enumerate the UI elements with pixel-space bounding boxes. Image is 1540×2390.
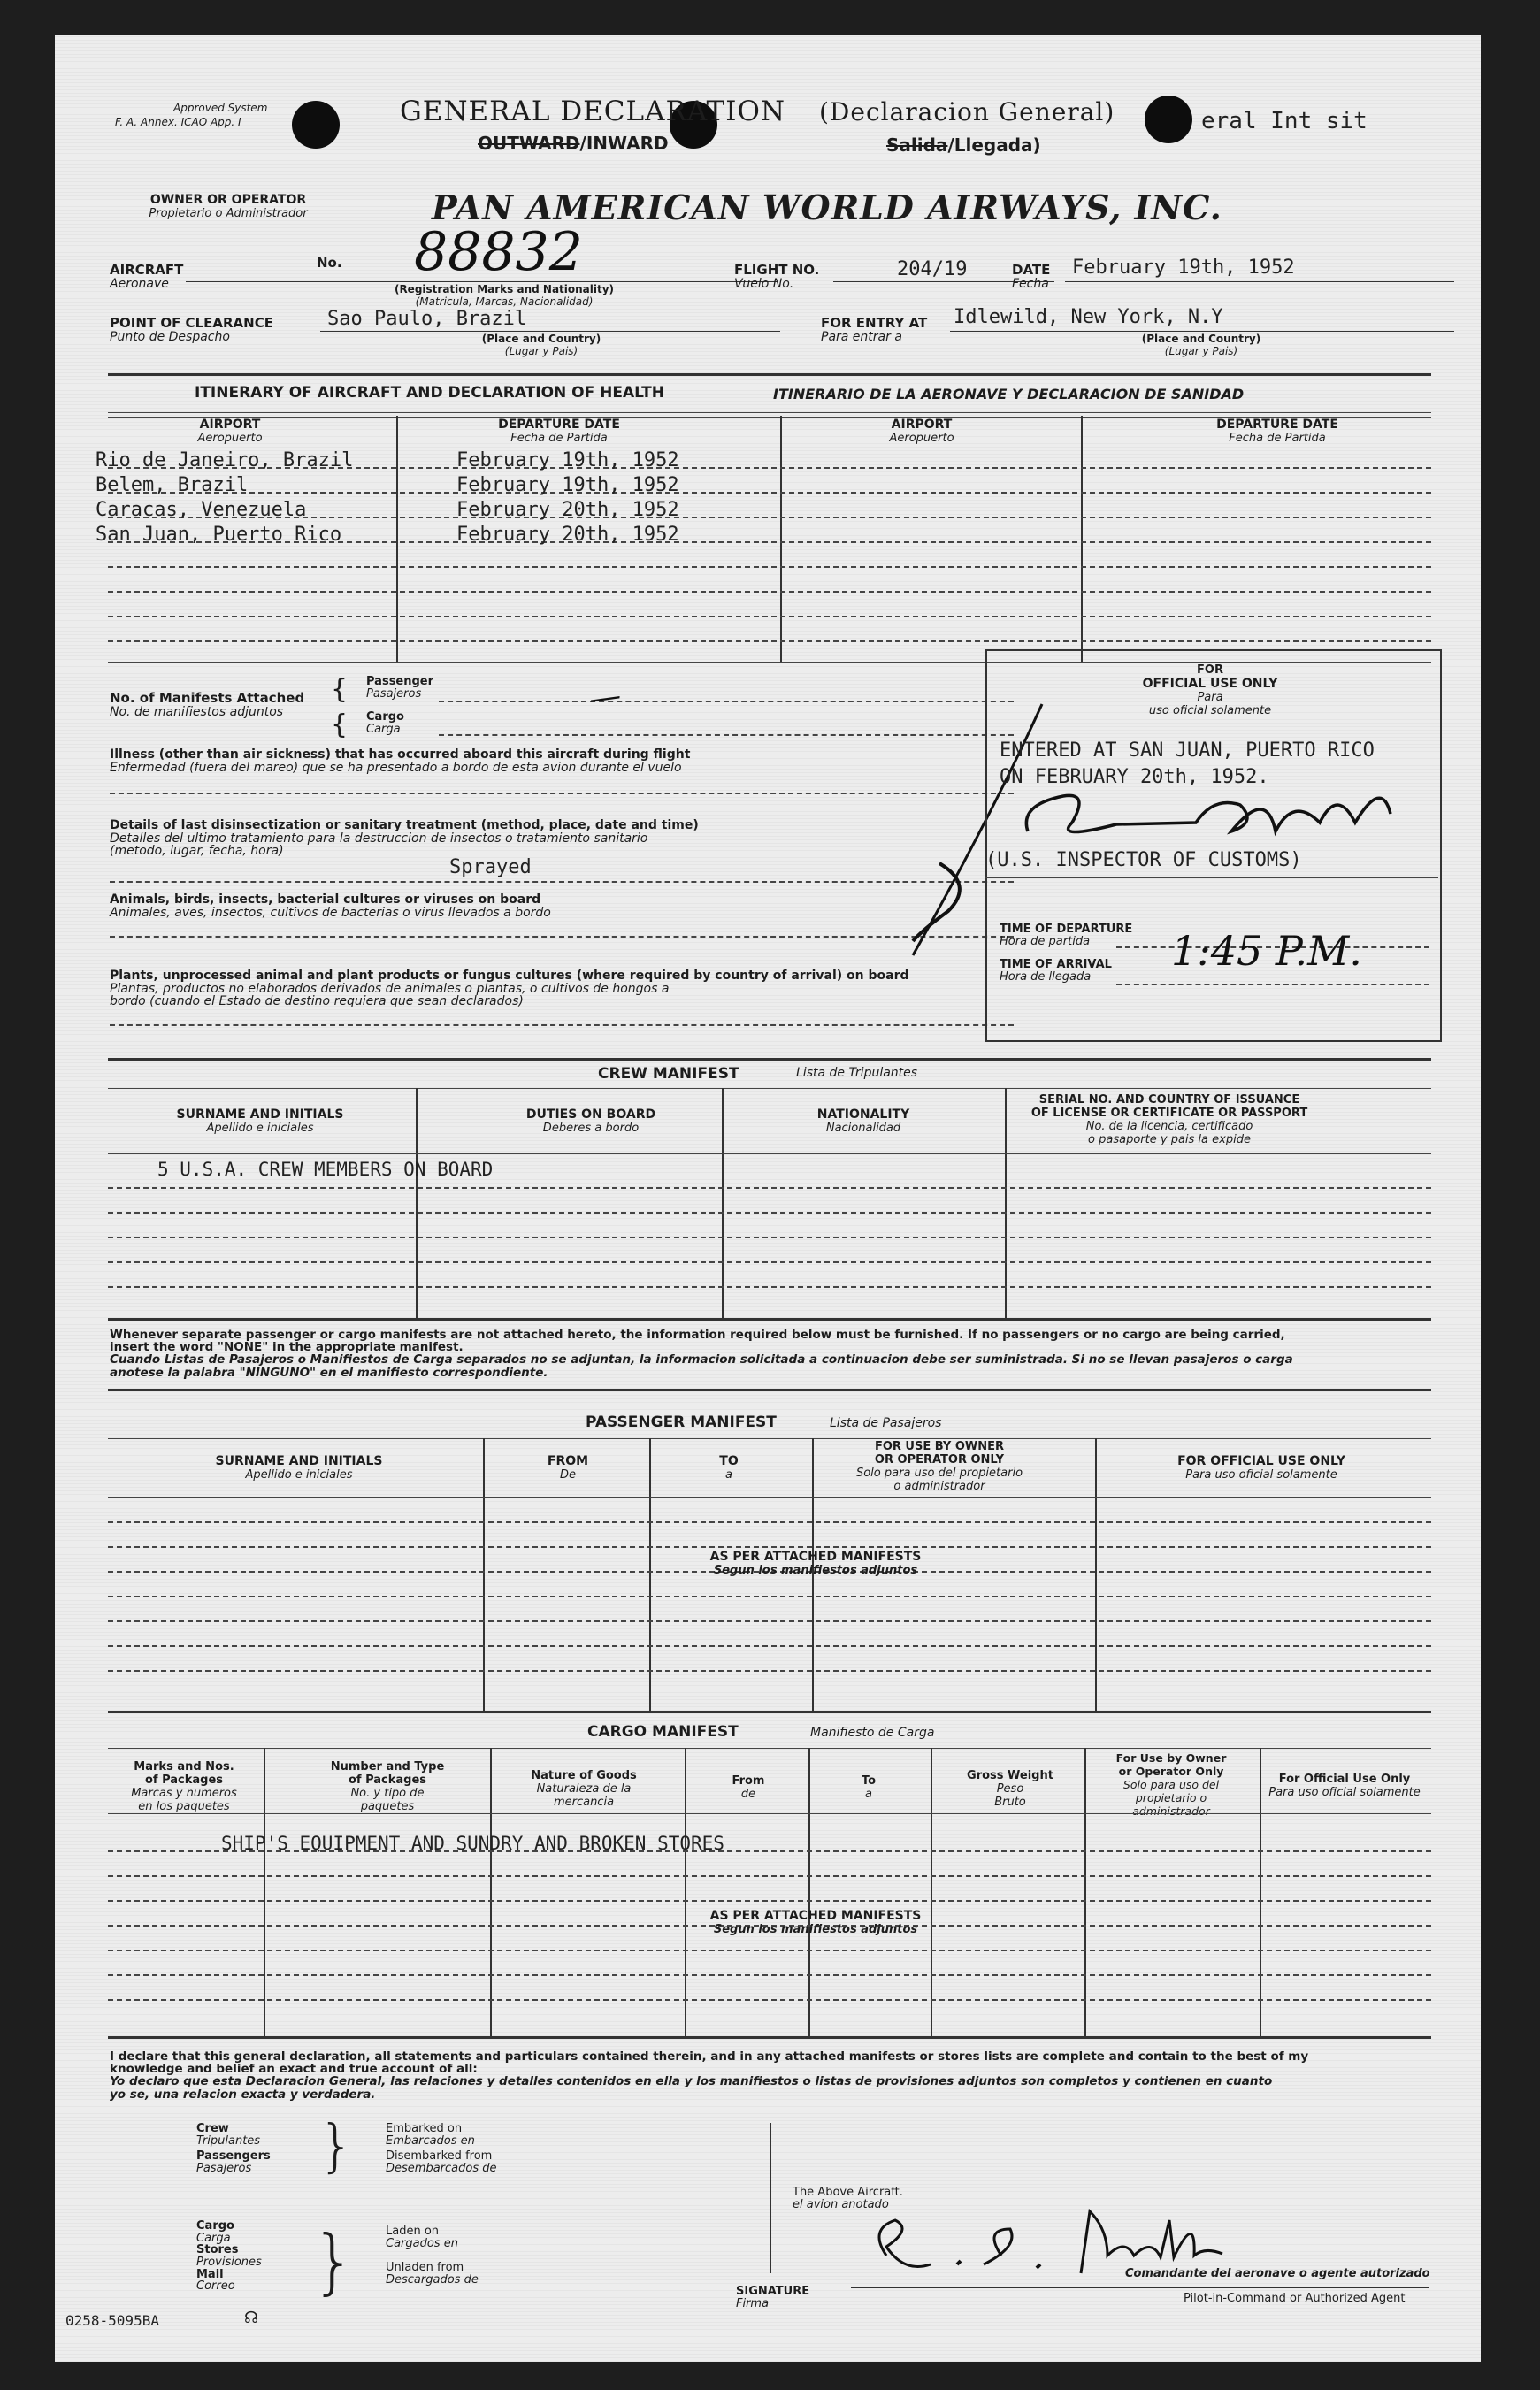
cargo-col-to: To a	[861, 1774, 877, 1801]
above-aircraft-label: The Above Aircraft. el avion anotado	[793, 2186, 903, 2211]
itinerary-date-3: February 20th, 1952	[456, 499, 679, 521]
itinerary-title-es: ITINERARIO DE LA AERONAVE Y DECLARACION DE SANIDAD	[773, 386, 1245, 402]
aircraft-number: 88832	[414, 221, 583, 283]
disinsect-label: Details of last disinsectization or sanitary treatment (method, place, date and time) Detalles del ultimo tratamiento para la destruccion de insectos o tratamiento sanitario (metodo, lugar, fecha, hora)	[110, 818, 699, 859]
cargo-col-official: For Official Use Only Para uso oficial solamente	[1268, 1773, 1421, 1799]
passenger-col-official: FOR OFFICIAL USE ONLY Para uso oficial solamente	[1177, 1454, 1345, 1482]
itinerary-date-2: February 19th, 1952	[456, 474, 679, 496]
passenger-manifest-label: Passenger Pasajeros	[366, 675, 434, 701]
crew-title: CREW MANIFEST	[598, 1065, 739, 1083]
laden-label: Laden on Cargados en Unladen from Descargados de	[386, 2225, 479, 2287]
signature-label: SIGNATURE Firma	[736, 2285, 810, 2310]
itinerary-col-airport-2: AIRPORT Aeropuerto	[889, 417, 954, 445]
itinerary-col-departure-2: DEPARTURE DATE Fecha de Partida	[1216, 417, 1338, 445]
flight-date: February 19th, 1952	[1072, 257, 1295, 279]
entry-value: Idlewild, New York, N.Y	[954, 306, 1223, 328]
animals-label: Animals, birds, insects, bacterial cultures or viruses on board Animales, aves, insectos, cultivos de bacterias o virus llevados a bordo	[110, 892, 551, 920]
embarked-label: Embarked on Embarcados en Disembarked from Desembarcados de	[386, 2122, 497, 2175]
cargo-col-weight: Gross Weight Peso Bruto	[967, 1769, 1053, 1809]
date-label: DATE Fecha	[1012, 262, 1051, 291]
printer-mark-icon: ☊	[244, 2309, 258, 2327]
itinerary-col-airport: AIRPORT Aeropuerto	[197, 417, 263, 445]
manifests-mark: —	[586, 677, 624, 718]
commander-label-es: Comandante del aeronave o agente autorizado	[1125, 2267, 1430, 2280]
form-title-es-sub: Salida/Llegada)	[886, 134, 1041, 156]
commander-label: Pilot-in-Command or Authorized Agent	[1184, 2292, 1406, 2305]
passenger-col-to: TO a	[719, 1454, 739, 1482]
arrival-time-label: TIME OF ARRIVAL Hora de llegada	[1000, 958, 1112, 984]
disinsect-value: Sprayed	[449, 856, 532, 878]
crew-col-serial: SERIAL NO. AND COUNTRY OF ISSUANCE OF LICENSE OR CERTIFICATE OR PASSPORT No. de la licencia, certificado o pasaporte y pais la expide	[1030, 1093, 1308, 1146]
passenger-value: AS PER ATTACHED MANIFESTS Segun los manifiestos adjuntos	[709, 1550, 922, 1577]
declaration-text: I declare that this general declaration, all statements and particulars contained therein, and in any attached manifests or stores lists are complete and contain to the best of my knowledge and belief an exact and true account of all: Yo declaro que esta Declaracion General, las relaciones y detalles contenidos en ella y los manifiestos o listas de provisiones adjuntos son completos y contienen en cuanto yo se, una relacion exacta y verdadera.	[110, 2049, 1309, 2102]
corner-icao: F. A. Annex. ICAO App. I	[115, 116, 241, 128]
itinerary-airport-1: Rio de Janeiro, Brazil	[96, 449, 354, 471]
passenger-title-es: Lista de Pasajeros	[830, 1416, 942, 1430]
passenger-title: PASSENGER MANIFEST	[586, 1413, 777, 1431]
itinerary-date-4: February 20th, 1952	[456, 524, 679, 546]
manifest-notice: Whenever separate passenger or cargo manifests are not attached hereto, the information required below must be furnished. If no passengers or no cargo are being carried, insert the word "NONE" in the appropriate manifest. Cuando Listas de Pasajeros o Manifiestos de Carga separados no se adjuntan, la informacion solicitada a continuacion debe ser suministrada. Si no se llevan pasajeros o carga anotese la palabra "NINGUNO" en el manifiesto correspondiente.	[110, 1328, 1293, 1380]
cargo-col-marks: Marks and Nos. of Packages Marcas y numeros en los paquetes	[131, 1760, 237, 1813]
form-number: 0258-5095BA	[65, 2312, 159, 2329]
passenger-col-owner: FOR USE BY OWNER OR OPERATOR ONLY Solo para uso del propietario o administrador	[855, 1440, 1023, 1493]
owner-value: PAN AMERICAN WORLD AIRWAYS, INC.	[432, 188, 1222, 227]
crew-title-es: Lista de Tripulantes	[796, 1066, 918, 1080]
illness-label: Illness (other than air sickness) that has occurred aboard this aircraft during flight Enfermedad (fuera del mareo) que se ha presentado a bordo de esta avion durante el vuelo	[110, 747, 691, 775]
crew-col-nationality: NATIONALITY Nacionalidad	[816, 1107, 910, 1135]
departure-time-label: TIME OF DEPARTURE Hora de partida	[1000, 923, 1133, 948]
passenger-col-surname: SURNAME AND INITIALS Apellido e iniciales	[215, 1454, 383, 1482]
cargo-col-owner: For Use by Owner or Operator Only Solo para uso del propietario o administrador	[1115, 1751, 1227, 1818]
transit-stamp: eral Int sit	[1201, 108, 1368, 134]
itinerary-airport-3: Caracas, Venezuela	[96, 499, 307, 521]
entered-at-stamp: ENTERED AT SAN JUAN, PUERTO RICO	[1000, 739, 1375, 762]
itinerary-airport-4: San Juan, Puerto Rico	[96, 524, 342, 546]
entered-date-stamp: ON FEBRUARY 20th, 1952.	[1000, 766, 1269, 788]
cargo-col-number: Number and Type of Packages No. y tipo de paquetes	[330, 1760, 445, 1813]
owner-label: OWNER OR OPERATOR Propietario o Administrador	[149, 193, 308, 220]
clearance-value: Sao Paulo, Brazil	[327, 308, 527, 330]
aircraft-label: AIRCRAFT Aeronave	[110, 262, 184, 291]
arrival-time-value: 1:45 P.M.	[1171, 927, 1362, 975]
crew-col-duties: DUTIES ON BOARD Deberes a bordo	[525, 1107, 656, 1135]
declaration-sheet: Approved System F. A. Annex. ICAO App. I GENERAL DECLARATION OUTWARD/INWARD (Declaracion General) Salida/Llegada) eral Int sit OWNER OR OPERATOR Propietario o Administrador PAN AMERICAN WORLD AIRWAYS, INC. AIRCRAFT Aeronave No. 88832 (Registration Marks and Nationality) (Matricula, Marcas, Nacionalidad) FLIGHT NO. Vuelo No. 204/19 DATE Fecha February 19th, 1952 POINT OF CLEARANCE Punto de Despacho Sao Paulo, Brazil (Place and Country) (Lugar y Pais) FOR ENTRY AT Para entrar a Idlewild, New York, N.Y (Place and Country) (Lugar y Pais) ITINERARY OF AIRCRAFT AND DECLARATION OF HEALTH ITINERARIO DE LA AERONAVE Y DECLARACION DE SANIDAD AIRPORT Aeropuerto DEPARTURE DATE Fecha de Partida AIRPORT Aeropuerto DEPARTURE DATE Fecha de Partida Rio de Janeiro, Brazil February 19th, 1952 Belem, Brazil February 19th, 1952 Caracas, Venezuela February 20th, 1952 San Juan, Puerto Rico February 20th, 1952 No. of Manifests Attached No. de manifiestos adjuntos { { Passenger Pasajeros Cargo Carga — Illness (other than air sickness) that has occurred aboard this aircraft during flight Enfermedad (fuera del mareo) que se ha presentado a bordo de esta avion durante el vuelo Details of last disinsectization or sanitary treatment (method, place, date and time) Detalles del ultimo tratamiento para la destruccion de insectos o tratamiento sanitario (metodo, lugar, fecha, hora) Sprayed Animals, birds, insects, bacterial cultures or viruses on board Animales, aves, insectos, cultivos de bacterias o virus llevados a bordo Plants, unprocessed animal and plant products or fungus cultures (where required by country of arrival) on board Plantas, productos no elaborados derivados de animales o plantas, o cultivos de hongos a bordo (cuando el Estado de destino requiera que sean declarados) FOR OFFICIAL USE ONLY Para uso oficial solamente ENTERED AT SAN JUAN, PUERTO RICO ON FEBRUARY 20th, 1952. (U.S. INSPECTOR OF CUSTOMS) TIME OF DEPARTURE Hora de partida TIME OF ARRIVAL Hora de llegada 1:45 P.M. CREW MANIFEST Lista de Tripulantes SURNAME AND INITIALS Apellido e iniciales DUTIES ON BOARD Deberes a bordo NATIONALITY Nacionalidad SERIAL NO. AND COUNTRY OF ISSUANCE OF LICENSE OR CERTIFICATE OR PASSPORT No. de la licencia, certificado o pasaporte y pais la expide 5 U.S.A. CREW MEMBERS ON BOARD Whenever separate passenger or cargo manifests are not attached hereto, the information required below must be furnished. If no passengers or no cargo are being carried, insert the word "NONE" in the appropriate manifest. Cuando Listas de Pasajeros o Manifiestos de Carga separados no se adjuntan, la informacion solicitada a continuacion debe ser suministrada. Si no se llevan pasajeros o carga anotese la palabra "NINGUNO" en el manifiesto correspondiente. PASSENGER MANIFEST Lista de Pasajeros SURNAME AND INITIALS Apellido e iniciales FROM De TO a FOR USE BY OWNER OR OPERATOR ONLY Solo para uso del propietario o administrador FOR OFFICIAL USE ONLY Para uso oficial solamente AS PER ATTACHED MANIFESTS Segun los manifiestos adjuntos CARGO MANIFEST Manifiesto de Carga Marks and Nos. of Packages Marcas y numeros en los paquetes Number and Type of Packages No. y tipo de paquetes Nature of Goods Naturaleza de la mercancia From de To a Gross Weight Peso Bruto For Use by Owner or Operator Only Solo para uso del propietario o administrador For Official Use Only Para uso oficial solamente SHIP'S EQUIPMENT AND SUNDRY AND BROKEN STORES AS PER ATTACHED MANIFESTS Segun los manifiestos adjuntos I declare that this general declaration, all statements and particulars contained therein, and in any attached manifests or stores lists are complete and contain to the best of my knowledge and belief an exact and true account of all: Yo declaro que esta Declaracion General, las relaciones y detalles contenidos en ella y los manifiestos o listas de provisiones adjuntos son completos y contienen en cuanto yo se, una relacion exacta y verdadera. Crew Tripulantes Passengers Pasajeros } Embarked on Embarcados en Disembarked from Desembarcados de Cargo Carga Stores Provisiones Mail Correo } Laden on Cargados en Unladen from Descargados de The Above Aircraft. el avion anotado SIGNATURE Firma Comandante del aeronave o agente autorizado Pilot-in-Command or Authorized Agent 0258-5095BA ☊	[55, 35, 1481, 2362]
manifests-label: No. of Manifests Attached No. de manifiestos adjuntos	[110, 690, 305, 719]
clearance-label: POINT OF CLEARANCE Punto de Despacho	[110, 315, 273, 344]
cargo-col-nature: Nature of Goods Naturaleza de la mercancia	[531, 1769, 637, 1809]
registration-label: (Registration Marks and Nationality) (Matricula, Marcas, Nacionalidad)	[394, 283, 615, 308]
form-title: GENERAL DECLARATION	[400, 96, 785, 127]
cargo-value-2: AS PER ATTACHED MANIFESTS Segun los manifiestos adjuntos	[709, 1909, 922, 1936]
inspector-label: (U.S. INSPECTOR OF CUSTOMS)	[985, 849, 1302, 871]
cargo-title-es: Manifiesto de Carga	[810, 1726, 935, 1740]
itinerary-col-departure: DEPARTURE DATE Fecha de Partida	[498, 417, 620, 445]
cargo-value: SHIP'S EQUIPMENT AND SUNDRY AND BROKEN STORES	[221, 1833, 724, 1854]
itinerary-date-1: February 19th, 1952	[456, 449, 679, 471]
crew-passengers-label: Crew Tripulantes Passengers Pasajeros	[196, 2122, 271, 2175]
crew-value: 5 U.S.A. CREW MEMBERS ON BOARD	[157, 1159, 494, 1180]
form-title-sub: OUTWARD/INWARD	[478, 133, 669, 154]
form-title-es: (Declaracion General)	[819, 97, 1115, 126]
clearance-place-label: (Place and Country) (Lugar y Pais)	[481, 333, 601, 357]
passenger-col-from: FROM De	[547, 1454, 589, 1482]
crew-col-surname: SURNAME AND INITIALS Apellido e iniciales	[176, 1107, 344, 1135]
cargo-stores-label: Cargo Carga Stores Provisiones Mail Correo	[196, 2219, 262, 2294]
flight-number: 204/19	[897, 258, 968, 280]
corner-approved: Approved System	[173, 102, 268, 114]
itinerary-airport-2: Belem, Brazil	[96, 474, 249, 496]
flight-label: FLIGHT NO. Vuelo No.	[734, 262, 820, 291]
aircraft-no-label: No.	[317, 255, 342, 271]
itinerary-title: ITINERARY OF AIRCRAFT AND DECLARATION OF HEALTH	[195, 384, 665, 402]
entry-place-label: (Place and Country) (Lugar y Pais)	[1141, 333, 1261, 357]
plants-label: Plants, unprocessed animal and plant products or fungus cultures (where required by country of arrival) on board Plantas, productos no elaborados derivados de animales o plantas, o cultivos de hongos a bordo (cuando el Estado de destino requiera que sean declarados)	[110, 969, 909, 1009]
cargo-title: CARGO MANIFEST	[587, 1723, 739, 1741]
inspector-signature	[1010, 770, 1399, 849]
cargo-manifest-label: Cargo Carga	[366, 710, 404, 736]
entry-label: FOR ENTRY AT Para entrar a	[821, 315, 928, 344]
official-use-header: FOR OFFICIAL USE ONLY Para uso oficial solamente	[1142, 663, 1278, 717]
cargo-col-from: From de	[732, 1774, 765, 1801]
